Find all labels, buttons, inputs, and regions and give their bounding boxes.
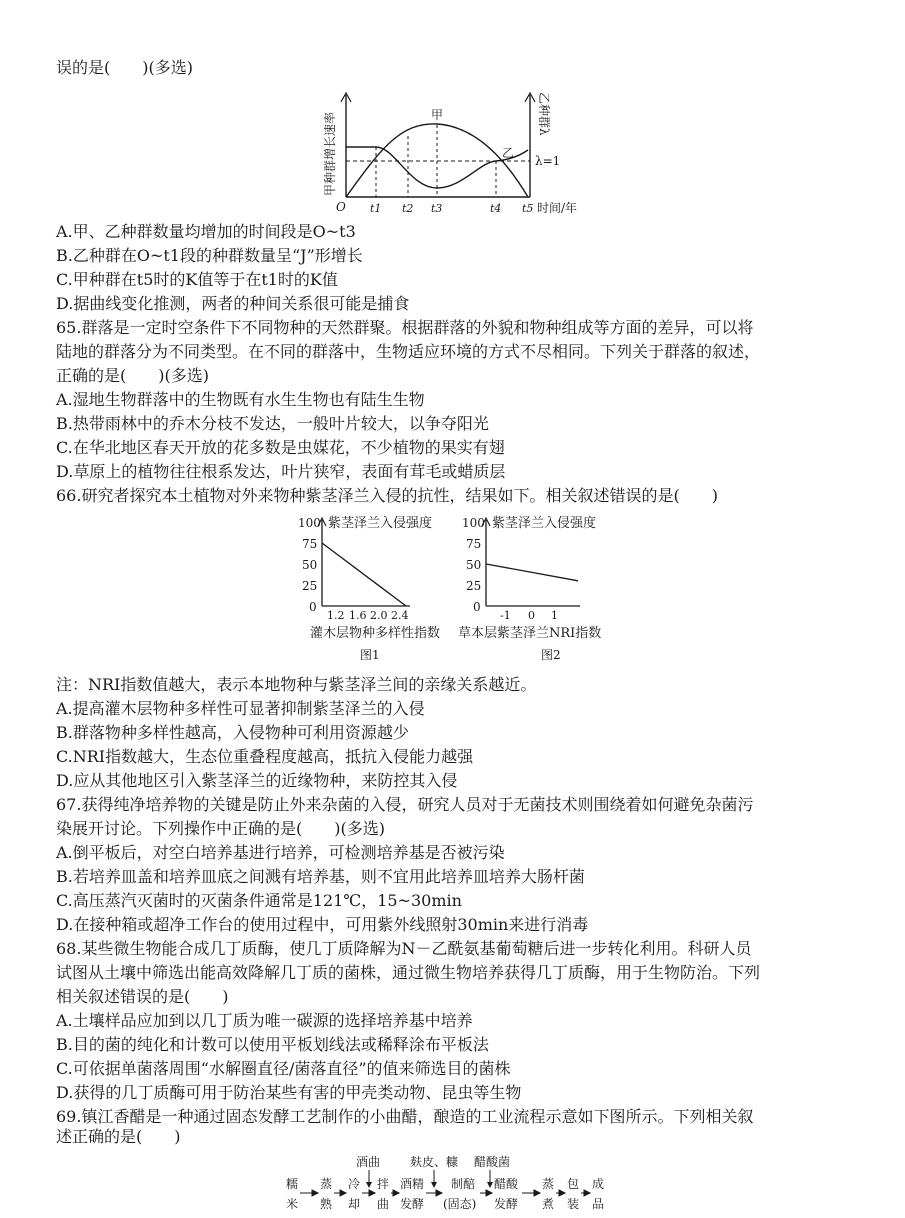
q68-stem-line2: 试图从土壤中筛选出能高效降解几丁质的菌株，通过微生物培养获得几丁质酶，用于生物防治。下列: [56, 963, 761, 982]
q66-c2-xtick-1: -1: [500, 609, 511, 622]
q66-c1-xtick-4: 2.4: [391, 609, 409, 622]
q66-option-b: B.群落物种多样性越高，入侵物种可利用资源越少: [56, 723, 409, 742]
q67-stem-line1: 67.获得纯净培养物的关键是防止外来杂菌的入侵，研究人员对于无菌技术则围绕着如何避免杂菌污: [56, 795, 754, 814]
q68-option-d: D.获得的几丁质酶可用于防治某些有害的甲壳类动物、昆虫等生物: [56, 1083, 522, 1102]
q69-step-6-bottom: 发酵: [494, 1197, 519, 1211]
q65-option-c: C.在华北地区春天开放的花多数是虫媒花，不少植物的果实有翅: [56, 438, 505, 457]
q64-x-unit: 时间/年: [537, 201, 578, 215]
q64-tick-t1: t1: [370, 202, 382, 215]
q69-step-9-bottom: 品: [592, 1197, 605, 1211]
q65-option-d: D.草原上的植物往往根系发达，叶片狭窄，表面有茸毛或蜡质层: [56, 462, 506, 481]
q66-c1-ytick-0: 0: [309, 600, 317, 614]
q69-step-4-bottom: 发酵: [400, 1197, 425, 1211]
q66-c2-xtick-2: 0: [528, 609, 535, 622]
q64-option-c: C.甲种群在t5时的K值等于在t1时的K值: [56, 270, 338, 289]
q66-c2-ytick-75: 75: [466, 537, 482, 551]
q69-step-5-bottom: (固态): [443, 1197, 477, 1211]
q64-y-left-label: 甲种群增长速率: [323, 111, 337, 196]
q69-step-0-bottom: 米: [286, 1197, 299, 1211]
q69-step-1-bottom: 熟: [320, 1197, 333, 1211]
q66-c2-ytick-100: 100: [462, 516, 485, 530]
q69-step-1-top: 蒸: [320, 1177, 333, 1191]
q66-c1-ytick-75: 75: [302, 537, 318, 551]
q67-option-d: D.在接种箱或超净工作台的使用过程中，可用紫外线照射30min来进行消毒: [56, 915, 589, 934]
q66-c2-caption: 图2: [541, 648, 561, 662]
q68-stem-line3: 相关叙述错误的是( ): [56, 987, 229, 1006]
q64-tick-t3: t3: [431, 202, 443, 215]
q64-chart: [0, 85, 905, 225]
q64-curve-a-label: 甲: [431, 108, 444, 122]
q69-step-5-top: 制醅: [451, 1177, 476, 1191]
q66-c1-xtick-1: 1.2: [327, 609, 345, 622]
q69-input-cusuanjun: 醋酸菌: [474, 1155, 511, 1169]
q66-c1-xtick-3: 2.0: [370, 609, 388, 622]
q69-step-2-top: 冷: [348, 1177, 361, 1191]
q68-stem-line1: 68.某些微生物能合成几丁质酶，使几丁质降解为N－乙酰氨基葡萄糖后进一步转化利用。科研人员: [56, 939, 752, 958]
q66-option-c: C.NRI指数越大，生态位重叠程度越高，抵抗入侵能力越强: [56, 747, 474, 766]
q69-step-8-top: 包: [567, 1177, 580, 1191]
q65-stem-line2: 陆地的群落分为不同类型。在不同的群落中，生物适应环境的方式不尽相同。下列关于群落的叙述，: [56, 342, 761, 361]
q66-c1-xtick-2: 1.6: [349, 609, 367, 622]
q69-step-9-top: 成: [592, 1177, 605, 1191]
q67-stem-line2: 染展开讨论。下列操作中正确的是( )(多选): [56, 819, 385, 838]
q66-c2-line: [486, 564, 578, 581]
q66-c2-ytick-25: 25: [466, 579, 482, 593]
q66-note: 注：NRI指数值越大，表示本地物种与紫茎泽兰间的亲缘关系越近。: [56, 675, 537, 694]
q69-input-fupi: 麸皮、糠: [410, 1155, 459, 1169]
q68-option-c: C.可依据单菌落周围“水解圈直径/菌落直径”的值来筛选目的菌株: [56, 1059, 511, 1078]
q66-c2-ytick-0: 0: [473, 600, 481, 614]
q69-step-7-top: 蒸: [542, 1177, 555, 1191]
q65-option-a: A.湿地生物群落中的生物既有水生生物也有陆生生物: [56, 390, 425, 409]
q64-stem: 误的是( )(多选): [56, 58, 193, 77]
q66-c1-ytick-50: 50: [302, 558, 318, 572]
q64-option-a: A.甲、乙种群数量均增加的时间段是O~t3: [56, 222, 356, 241]
q69-step-3-bottom: 曲: [377, 1197, 390, 1211]
q65-stem-line1: 65.群落是一定时空条件下不同物种的天然群聚。根据群落的外貌和物种组成等方面的差异，可以将: [56, 318, 754, 337]
q64-tick-t5: t5: [522, 202, 534, 215]
q66-c1-ytick-25: 25: [302, 579, 318, 593]
q65-option-b: B.热带雨林中的乔木分枝不发达，一般叶片较大，以争夺阳光: [56, 414, 489, 433]
q69-step-4-top: 酒精: [400, 1177, 425, 1191]
q69-step-7-bottom: 煮: [542, 1197, 555, 1211]
q66-c2-xtick-3: 1: [551, 609, 558, 622]
q64-y-right-label: 乙种群λ: [537, 92, 551, 136]
q69-step-8-bottom: 装: [567, 1197, 580, 1211]
q64-curve-b-label: 乙: [502, 146, 515, 160]
q64-tick-t2: t2: [402, 202, 414, 215]
q66-c1-xlabel: 灌木层物种多样性指数: [310, 626, 441, 641]
q69-stem-line2: 述正确的是( ): [56, 1127, 181, 1146]
q64-option-b: B.乙种群在O~t1段的种群数量呈“J”形增长: [56, 246, 363, 265]
q69-input-jiuqu: 酒曲: [356, 1155, 381, 1169]
q66-c1-ytick-100: 100: [298, 516, 321, 530]
q68-option-b: B.目的菌的纯化和计数可以使用平板划线法或稀释涂布平板法: [56, 1035, 489, 1054]
q64-lambda-label: λ=1: [535, 154, 561, 168]
q66-c1-title: 紫茎泽兰入侵强度: [328, 516, 433, 531]
q66-c2-xlabel: 草本层紫茎泽兰NRI指数: [458, 626, 602, 641]
q66-option-d: D.应从其他地区引入紫茎泽兰的近缘物种，来防控其入侵: [56, 771, 458, 790]
q66-c1-caption: 图1: [360, 648, 380, 662]
q68-option-a: A.土壤样品应加到以几丁质为唯一碳源的选择培养基中培养: [56, 1011, 473, 1030]
q65-stem-line3: 正确的是( )(多选): [56, 366, 209, 385]
q67-option-b: B.若培养皿盖和培养皿底之间溅有培养基，则不宜用此培养皿培养大肠杆菌: [56, 867, 585, 886]
q69-step-6-top: 醋酸: [494, 1177, 519, 1191]
q67-option-a: A.倒平板后，对空白培养基进行培养，可检测培养基是否被污染: [56, 843, 505, 862]
q69-flow-diagram: [0, 1148, 905, 1218]
q66-c2-title: 紫茎泽兰入侵强度: [492, 516, 597, 531]
q69-stem-line1: 69.镇江香醋是一种通过固态发酵工艺制作的小曲醋，酿造的工业流程示意如下图所示。下列相关叙: [56, 1107, 754, 1126]
q69-step-3-top: 拌: [377, 1177, 390, 1191]
q64-option-d: D.据曲线变化推测，两者的种间关系很可能是捕食: [56, 294, 410, 313]
q66-c2-ytick-50: 50: [466, 558, 482, 572]
q69-step-2-bottom: 却: [348, 1197, 361, 1211]
q66-chart-2: [0, 510, 905, 660]
q66-option-a: A.提高灌木层物种多样性可显著抑制紫茎泽兰的入侵: [56, 699, 425, 718]
q66-stem: 66.研究者探究本土植物对外来物种紫茎泽兰入侵的抗性，结果如下。相关叙述错误的是( ): [56, 486, 718, 505]
q64-origin-label: O: [336, 200, 346, 214]
q67-option-c: C.高压蒸汽灭菌时的灭菌条件通常是121℃，15~30min: [56, 891, 462, 910]
q69-step-0-top: 糯: [286, 1177, 299, 1191]
q64-tick-t4: t4: [490, 202, 502, 215]
